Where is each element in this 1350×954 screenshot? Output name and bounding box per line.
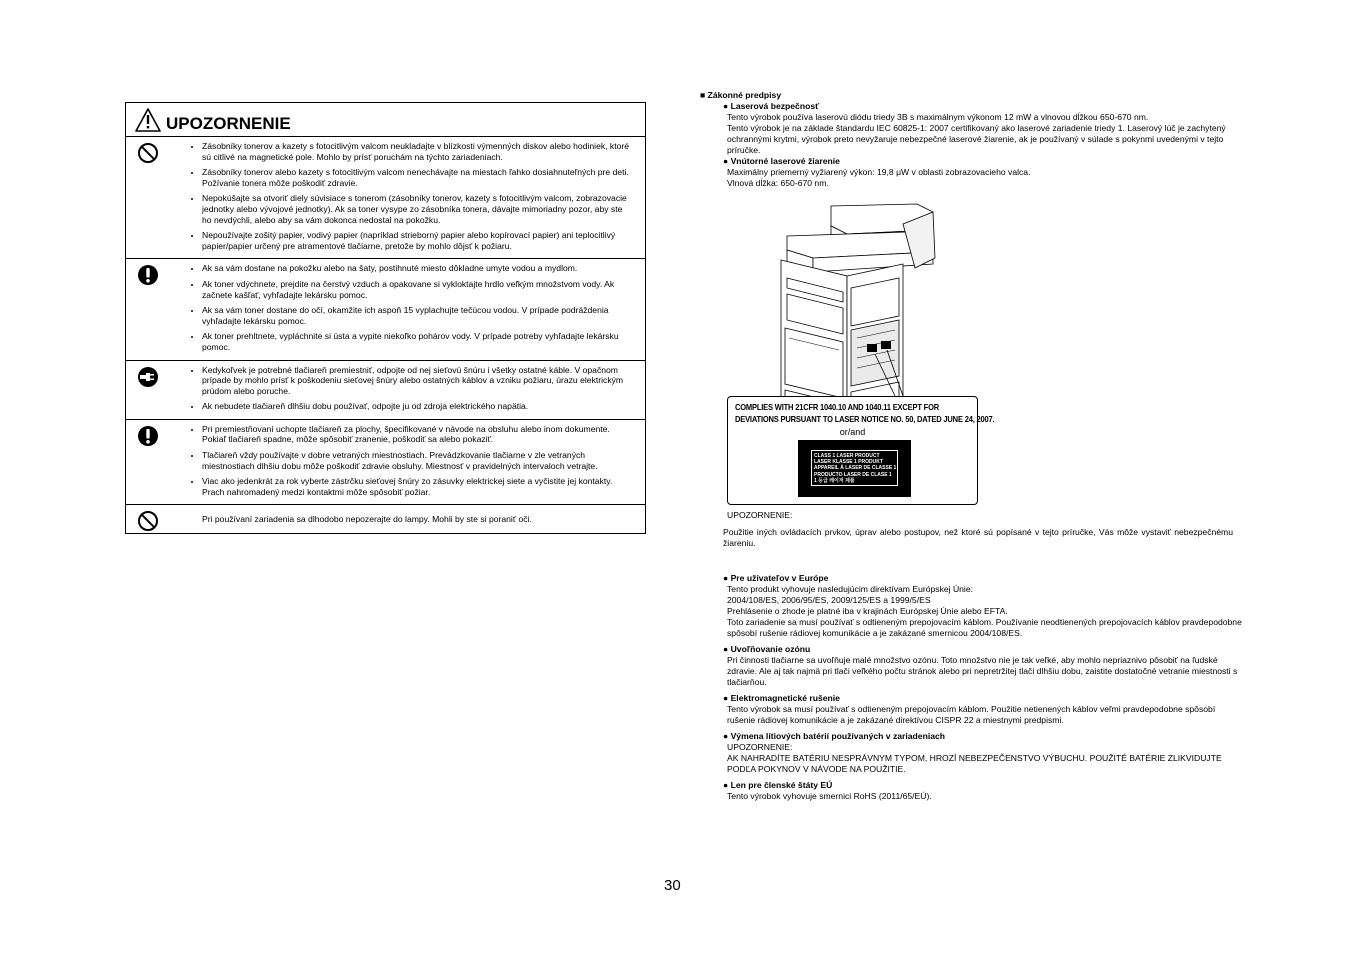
caution-row	[126, 259, 645, 360]
subsection-text: Tento výrobok vyhovuje smernici RoHS (2011/65/EÚ).	[727, 791, 932, 801]
caution-item: Pri používaní zariadenia sa dlhodobo nepozerajte do lampy. Mohli by ste si poraniť oči.	[202, 514, 532, 525]
regulatory-section	[700, 90, 1235, 189]
class-label-line: CLASS 1 LASER PRODUCT	[814, 453, 880, 459]
caution-item: • Tlačiareň vždy používajte v dobre vetraných miestnostiach. Prevádzkovanie tlačiarne v zle vetraných miestnostiach dlhšiu dobu môže poškodiť zdravie obsluhy. Miestnosť v pravidelných intervaloch vetrajte.	[202, 450, 633, 471]
subsection-heading: ● Pre užívateľov v Európe	[723, 573, 829, 583]
regulatory-subsection	[723, 731, 1243, 775]
caution-header	[126, 103, 645, 137]
caution-item: • Ak toner vdýchnete, prejdite na čerstvý vzduch a opakovane si vykloktajte hrdlo veľkým množstvom vody. Ak začnete kašľať, vyhľadajte lekársku pomoc.	[202, 279, 633, 300]
caution-list	[126, 361, 645, 419]
caution-row	[126, 137, 645, 259]
caution-item: • Ak nebudete tlačiareň dlhšiu dobu používať, odpojte ju od zdroja elektrického napätia.	[202, 401, 633, 412]
caution-item: • Ak sa vám dostane na pokožku alebo na šaty, postihnuté miesto dôkladne umyte vodou a mydlom.	[202, 263, 633, 274]
caution-item: • Viac ako jedenkrát za rok vyberte zástrčku sieťovej šnúry zo zásuvky elektrickej siete a vyčistite jej kontakty. Prach nahromadený medzi kontaktmi môže spôsobiť požiar.	[202, 476, 633, 497]
caution-item: • Ak toner prehltnete, vypláchnite si ústa a vypite niekoľko pohárov vody. V prípade potreby vyhľadajte lekársku pomoc.	[202, 331, 633, 352]
internal-laser-heading: ● Vnútorné laserové žiarenie	[723, 156, 840, 166]
class-1-label	[798, 440, 911, 497]
subsection-text: Toto zariadenie sa musí používať s odtieneným prepojovacím káblom. Používanie neodtienených prepojovacích káblov pravdepodobne spôsobí rušenie rádiovej komunikácie a je zakázané smernicou 2004/108/ES.	[727, 617, 1242, 638]
regulatory-subsection	[723, 780, 1243, 802]
laser-caution-label: UPOZORNENIE:	[727, 510, 793, 520]
internal-laser-text-2: Vlnová dĺžka: 650-670 nm.	[727, 178, 829, 188]
subsection-text: UPOZORNENIE:	[727, 742, 793, 752]
regulatory-subsection	[723, 693, 1243, 726]
laser-caution-text: Použitie iných ovládacích prvkov, úprav alebo postupov, než ktoré sú popísané v tejto príručke, Vás môže vystaviť nebezpečnému žiareniu.	[723, 527, 1233, 548]
caution-item: • Zásobníky tonerov alebo kazety s fotocitlivým valcom nenechávajte na miestach ľahko dosiahnuteľných pre deti. Požívanie tonera môže poškodiť zdravie.	[202, 167, 633, 188]
caution-box	[125, 102, 646, 534]
page-number: 30	[664, 877, 681, 894]
class-label-line: LASER KLASSE 1 PRODUKT	[814, 459, 883, 466]
regulatory-sections	[723, 573, 1243, 807]
internal-laser-text-1: Maximálny priemerný vyžiarený výkon: 19,8 μW v oblasti zobrazovacieho valca.	[727, 167, 1031, 177]
caution-list	[126, 137, 645, 258]
subsection-heading: ● Výmena lítiových batérií používaných v zariadeniach	[723, 731, 946, 741]
caution-item: • Nepokúšajte sa otvoriť diely súvisiace s tonerom (zásobníky tonerov, kazety s fotocitlivým valcom, zobrazovacie jednotky alebo vývojové jednotky). Ak sa toner vysype zo zásobníka tonera, dávajte mimoriadny pozor, aby ste ho nevdýchli, alebo aby sa vám dokonca nedostal na pokožku.	[202, 193, 633, 225]
caution-rows	[126, 137, 645, 533]
caution-row	[126, 361, 645, 420]
subsection-heading: ● Len pre členské štáty EÚ	[723, 780, 833, 790]
laser-text-1: Tento výrobok používa laserovú diódu triedy 3B s maximálnym výkonom 12 mW a vlnovou dĺžkou 650-670 nm.	[727, 112, 1149, 122]
caution-item: • Nepoužívajte zošitý papier, vodivý papier (napríklad strieborný papier alebo kopírovací papier) ani teplocitlivý papier/papier určený pre atramentové tlačiarne, pretože by mohlo dôjsť k požiaru.	[202, 230, 633, 251]
subsection-text: Tento produkt vyhovuje nasledujúcim direktívam Európskej Únie:	[727, 584, 973, 594]
subsection-text: AK NAHRADÍTE BATÉRIU NESPRÁVNYM TYPOM, HROZÍ NEBEZPEČENSTVO VÝBUCHU. POUŽITÉ BATÉRIE ZLIKVIDUJTE PODĽA POKYNOV V NÁVODE NA POUŽITIE.	[727, 753, 1222, 774]
caution-list	[126, 420, 645, 505]
subsection-text: Prehlásenie o zhode je platné iba v krajinách Európskej Únie alebo EFTA.	[727, 606, 1008, 616]
label-line-2: DEVIATIONS PURSUANT TO LASER NOTICE NO. 50, DATED JUNE 24, 2007.	[735, 415, 995, 424]
caution-item: • Pri premiestňovaní uchopte tlačiareň za plochy, špecifikované v návode na obsluhu alebo inom dokumente. Pokiaľ tlačiareň spadne, môže spôsobiť zranenie, poškodiť sa alebo pokaziť.	[202, 424, 633, 445]
class-label-line: PRODUCTO LASER DE CLASE 1	[814, 471, 892, 478]
regulatory-heading: ■ Zákonné predpisy	[700, 90, 782, 100]
subsection-text: 2004/108/ES, 2006/95/ES, 2009/125/ES a 1999/5/ES	[727, 595, 931, 605]
subsection-text: Tento výrobok sa musí používať s odtieneným prepojovacím káblom. Použitie netienených káblov veľmi pravdepodobne spôsobí rušenie rádiovej komunikácie a je zakázané direktívou CISPR 22 a miestnymi predpismi.	[727, 704, 1216, 725]
caution-item: • Zásobníky tonerov a kazety s fotocitlivým valcom neukladajte v blízkosti výmenných diskov alebo hodiniek, ktoré sú citlivé na magnetické pole. Mohlo by prísť poruchám na týchto zariadeniach.	[202, 141, 633, 162]
caution-item: • Ak sa vám toner dostane do očí, okamžite ich aspoň 15 vyplachujte tečúcou vodou. V prípade podráždenia vyhľadajte lekársku pomoc.	[202, 305, 633, 326]
laser-text-2: Tento výrobok je na základe štandardu IEC 60825-1: 2007 certifikovaný ako laserové zariadenie triedy 1. Laserový lúč je zachytený ochrannými krytmi, výrobok preto nevyžaruje nebezpečné laserové žiarenie, ak je používaný v súlade s pokynmi uvedenými v tejto príručke.	[727, 123, 1226, 155]
subsection-heading: ● Uvoľňovanie ozónu	[723, 644, 811, 654]
laser-heading: ● Laserová bezpečnosť	[723, 101, 820, 111]
caution-item: • Kedykoľvek je potrebné tlačiareň premiestniť, odpojte od nej sieťovú šnúru i všetky ostatné káble. V opačnom prípade by mohlo prísť k poškodeniu sieťovej šnúry alebo ostatných káblov a vzniku požiaru, úrazu elektrickým prúdom alebo poruche.	[202, 365, 633, 397]
caution-row	[126, 505, 645, 533]
caution-list	[126, 259, 645, 359]
caution-row-icon	[126, 505, 170, 533]
laser-label-box	[727, 396, 995, 505]
subsection-text: Pri činnosti tlačiarne sa uvoľňuje malé množstvo ozónu. Toto množstvo nie je tak veľké, aby mohlo nepriaznivo pôsobiť na ľudské zdravie. Ale aj tak najmä pri tlači veľkého počtu stránok alebo pri nepretržitej tlači dlhšiu dobu, zaistite dostatočné vetranie miestnosti s tlačiarňou.	[727, 655, 1238, 687]
class-label-line: APPAREIL À LASER DE CLASSE 1	[814, 465, 897, 472]
regulatory-subsection	[723, 573, 1243, 639]
caution-title: UPOZORNENIE	[166, 113, 291, 133]
subsection-heading: ● Elektromagnetické rušenie	[723, 693, 840, 703]
regulatory-subsection	[723, 644, 1243, 688]
label-line-1: COMPLIES WITH 21CFR 1040.10 AND 1040.11 EXCEPT FOR	[735, 403, 940, 412]
prohibition-icon	[137, 510, 159, 532]
caution-row	[126, 420, 645, 506]
class-label-line: 1 등급 레이저 제품	[814, 477, 855, 484]
label-or: or/and	[839, 427, 866, 437]
warning-triangle-icon	[134, 107, 162, 133]
class-1-label-text	[811, 450, 898, 486]
